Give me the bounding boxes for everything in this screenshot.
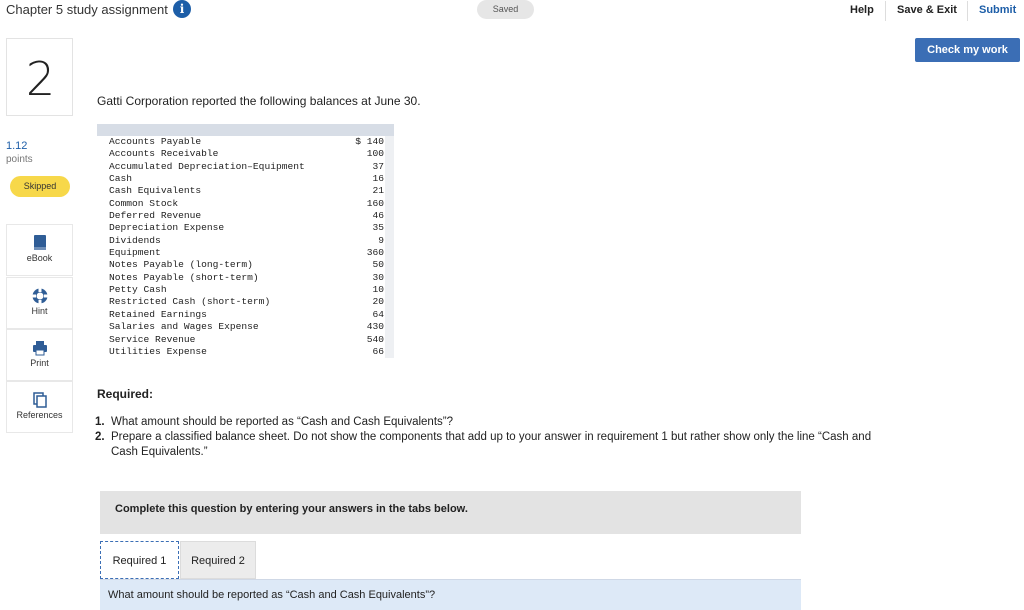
account-name: Cash Equivalents xyxy=(109,185,202,197)
requirement-2 xyxy=(95,430,895,460)
requirement-number: 1. xyxy=(95,416,105,428)
references-label: References xyxy=(16,410,63,420)
info-icon[interactable]: i xyxy=(173,0,191,18)
table-row xyxy=(97,259,394,271)
account-name: Equipment xyxy=(109,247,161,259)
instructions-panel xyxy=(100,491,801,534)
table-row xyxy=(97,161,394,173)
account-name: Deferred Revenue xyxy=(109,210,202,222)
ebook-button[interactable] xyxy=(6,224,73,276)
account-balance: 50 xyxy=(372,259,384,271)
print-button[interactable] xyxy=(6,329,73,381)
table-row xyxy=(97,334,394,346)
table-row xyxy=(97,321,394,333)
lifebuoy-icon xyxy=(31,287,49,305)
question-number-box xyxy=(6,38,73,116)
table-row xyxy=(97,296,394,308)
requirement-number: 2. xyxy=(95,431,105,443)
account-name: Petty Cash xyxy=(109,284,167,296)
account-name: Accounts Payable xyxy=(109,136,202,147)
check-my-work-button[interactable]: Check my work xyxy=(915,38,1020,62)
account-name: Notes Payable (long-term) xyxy=(109,259,253,271)
points-label: points xyxy=(6,154,33,165)
account-name: Cash xyxy=(109,173,133,185)
tab-required-1[interactable]: Required 1 xyxy=(100,541,179,579)
ebook-label: eBook xyxy=(26,253,53,263)
hint-label: Hint xyxy=(31,306,48,316)
points-value: 1.12 xyxy=(6,140,28,152)
balances-table-header xyxy=(97,124,394,136)
table-row xyxy=(97,309,394,321)
answer-prompt: What amount should be reported as “Cash and Cash Equivalents”? xyxy=(108,589,436,601)
help-link[interactable]: Help xyxy=(850,4,874,16)
account-balance: 100 xyxy=(366,148,384,160)
account-balance: 46 xyxy=(372,210,384,222)
table-row xyxy=(97,272,394,284)
question-intro: Gatti Corporation reported the following balances at June 30. xyxy=(97,94,421,108)
assignment-title: Chapter 5 study assignment xyxy=(6,2,168,17)
requirement-text: Prepare a classified balance sheet. Do not show the components that add up to your answer in requirement 1 but rather show only the line “Cash and Cash Equivalents.” xyxy=(111,431,872,458)
account-name: Accumulated Depreciation–Equipment xyxy=(109,160,305,172)
table-row xyxy=(97,136,394,148)
instructions-text: Complete this question by entering your answers in the tabs below. xyxy=(115,503,468,515)
documents-icon xyxy=(31,391,49,409)
required-heading: Required: xyxy=(97,387,154,401)
account-name: Accounts Receivable xyxy=(109,148,219,160)
account-name: Dividends xyxy=(109,234,161,246)
account-balance: 10 xyxy=(372,284,384,296)
table-row xyxy=(97,284,394,296)
account-name: Common Stock xyxy=(109,197,179,209)
header-divider xyxy=(885,1,886,21)
tab-required-2[interactable]: Required 2 xyxy=(180,541,256,579)
account-balance: 16 xyxy=(372,173,384,185)
account-balance: 35 xyxy=(372,222,384,234)
table-row xyxy=(97,346,394,358)
account-name: Utilities Expense xyxy=(109,345,207,357)
account-balance: $ 140 xyxy=(355,136,384,147)
account-balance: 21 xyxy=(372,185,384,197)
top-bar xyxy=(0,0,1024,24)
account-name: Service Revenue xyxy=(109,333,196,345)
balances-table xyxy=(97,136,394,358)
account-name: Retained Earnings xyxy=(109,308,207,320)
saved-status-badge: Saved xyxy=(477,0,534,19)
requirements-list xyxy=(95,415,895,460)
account-balance: 37 xyxy=(372,160,384,172)
account-name: Salaries and Wages Expense xyxy=(109,321,259,333)
account-balance: 64 xyxy=(372,308,384,320)
table-row xyxy=(97,198,394,210)
account-balance: 9 xyxy=(378,234,384,246)
submit-link[interactable]: Submit xyxy=(979,4,1017,16)
account-name: Restricted Cash (short-term) xyxy=(109,296,271,308)
table-row xyxy=(97,148,394,160)
account-balance: 30 xyxy=(372,271,384,283)
answer-prompt-bar xyxy=(100,580,801,610)
header-divider xyxy=(967,1,968,21)
account-balance: 540 xyxy=(366,333,384,345)
table-row xyxy=(97,222,394,234)
table-row xyxy=(97,235,394,247)
requirement-1 xyxy=(95,415,895,430)
account-name: Depreciation Expense xyxy=(109,222,225,234)
account-balance: 360 xyxy=(366,247,384,259)
account-balance: 430 xyxy=(366,321,384,333)
table-row xyxy=(97,210,394,222)
save-exit-link[interactable]: Save & Exit xyxy=(897,4,957,16)
print-label: Print xyxy=(30,358,49,368)
question-number: 2 xyxy=(25,52,56,106)
references-button[interactable] xyxy=(6,381,73,433)
requirement-text: What amount should be reported as “Cash and Cash Equivalents”? xyxy=(111,416,454,428)
account-balance: 160 xyxy=(366,197,384,209)
skipped-badge: Skipped xyxy=(10,176,70,197)
table-row xyxy=(97,247,394,259)
account-balance: 20 xyxy=(372,296,384,308)
table-row xyxy=(97,173,394,185)
hint-button[interactable] xyxy=(6,277,73,329)
table-row xyxy=(97,185,394,197)
printer-icon xyxy=(31,339,49,357)
account-balance: 66 xyxy=(372,345,384,357)
book-icon xyxy=(31,234,49,252)
account-name: Notes Payable (short-term) xyxy=(109,271,259,283)
